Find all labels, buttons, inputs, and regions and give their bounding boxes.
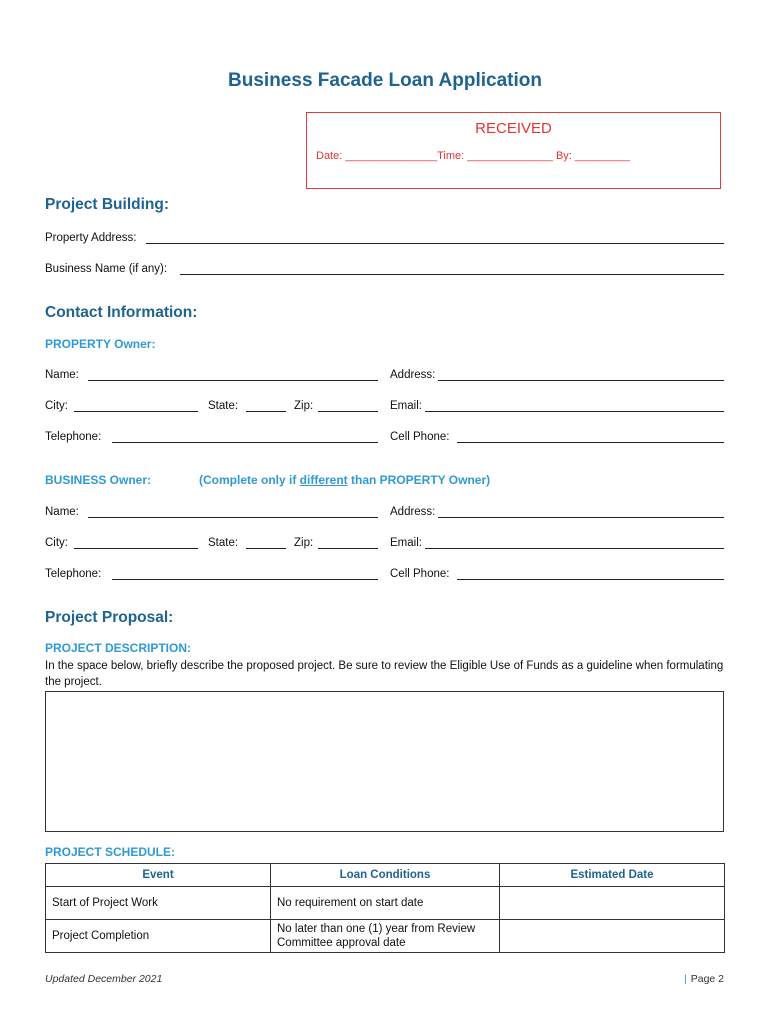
po-telephone-field[interactable] (112, 442, 378, 443)
po-city-field[interactable] (74, 411, 198, 412)
estimated-date-cell[interactable] (500, 887, 725, 920)
property-address-field[interactable] (146, 243, 724, 244)
bo-email-label: Email: (390, 537, 422, 549)
po-address-label: Address: (390, 369, 436, 381)
bo-cell-field[interactable] (457, 579, 724, 580)
bo-city-field[interactable] (74, 548, 198, 549)
po-state-label: State: (208, 400, 239, 412)
po-cell-field[interactable] (457, 442, 724, 443)
po-name-field[interactable] (88, 380, 378, 381)
bo-email-field[interactable] (425, 548, 724, 549)
po-zip-label: Zip: (294, 400, 314, 412)
bo-zip-field[interactable] (318, 548, 378, 549)
table-header-row (46, 864, 725, 887)
bo-zip-label: Zip: (294, 537, 314, 549)
po-name-label: Name: (45, 369, 79, 381)
business-name-field[interactable] (180, 274, 724, 275)
bo-telephone-field[interactable] (112, 579, 378, 580)
received-title: RECEIVED (475, 120, 552, 137)
note-underlined: different (299, 473, 348, 487)
po-email-label: Email: (390, 400, 422, 412)
po-telephone-label: Telephone: (45, 431, 102, 443)
project-description-heading: PROJECT DESCRIPTION: (45, 641, 192, 655)
bo-cell-label: Cell Phone: (390, 568, 450, 580)
estimated-date-cell[interactable] (500, 920, 725, 953)
contact-heading: Contact Information: (45, 304, 198, 321)
table-row (46, 920, 725, 953)
project-proposal-heading: Project Proposal: (45, 609, 174, 626)
condition-cell: No requirement on start date (271, 887, 500, 920)
bo-address-field[interactable] (438, 517, 724, 518)
received-stamp-box (306, 112, 721, 189)
column-header-loan-conditions: Loan Conditions (271, 864, 500, 887)
project-description-textarea[interactable] (45, 691, 724, 832)
po-address-field[interactable] (438, 380, 724, 381)
project-schedule-table (45, 863, 725, 953)
event-cell: Start of Project Work (46, 887, 271, 920)
business-owner-heading: BUSINESS Owner: (45, 473, 152, 487)
po-zip-field[interactable] (318, 411, 378, 412)
note-text: (Complete only if (199, 473, 300, 487)
column-header-event: Event (46, 864, 271, 887)
updated-date: Updated December 2021 (45, 973, 163, 985)
bo-state-field[interactable] (246, 548, 286, 549)
property-address-label: Property Address: (45, 232, 137, 244)
project-building-heading: Project Building: (45, 196, 169, 213)
table-row (46, 887, 725, 920)
condition-cell: No later than one (1) year from Review Committee approval date (271, 920, 500, 953)
po-email-field[interactable] (425, 411, 724, 412)
page-number-text: Page 2 (690, 973, 725, 985)
business-owner-note (199, 473, 490, 487)
project-description-instructions: In the space below, briefly describe the proposed project. Be sure to review the Eligible Use of Funds as a guideline when formulating the project. (45, 660, 724, 688)
column-header-estimated-date: Estimated Date (500, 864, 725, 887)
project-schedule-heading: PROJECT SCHEDULE: (45, 845, 176, 859)
note-text: than PROPERTY Owner) (347, 473, 491, 487)
po-city-label: City: (45, 400, 68, 412)
page-number (684, 973, 724, 985)
event-cell: Project Completion (46, 920, 271, 953)
bo-name-field[interactable] (88, 517, 378, 518)
property-owner-heading: PROPERTY Owner: (45, 337, 156, 351)
business-name-label: Business Name (if any): (45, 263, 168, 275)
bo-telephone-label: Telephone: (45, 568, 102, 580)
page-separator: | (684, 973, 687, 985)
po-state-field[interactable] (246, 411, 286, 412)
po-cell-label: Cell Phone: (390, 431, 450, 443)
bo-address-label: Address: (390, 506, 436, 518)
bo-state-label: State: (208, 537, 239, 549)
bo-city-label: City: (45, 537, 68, 549)
page-title: Business Facade Loan Application (228, 70, 542, 91)
bo-name-label: Name: (45, 506, 79, 518)
received-date-line: Date: _______________Time: ______________ By: _________ (316, 150, 630, 162)
